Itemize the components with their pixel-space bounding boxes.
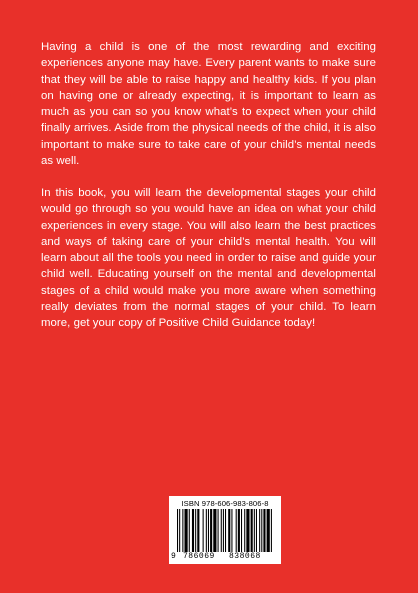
description-paragraph-2: In this book, you will learn the developmental stages your child would go through so you would have an idea on what your child experiences in every stage. You will also learn the best practices and ways of taking care of your child’s mental health. You will learn about all the tools you need in order to raise and guide your child well. Educating yourself on the mental and developmental stages of a child would make you more aware when something really deviates from the normal stages of your child. To learn more, get your copy of Positive Child Guidance today! (41, 187, 376, 330)
barcode-digits (169, 552, 281, 562)
barcode-digit-group-1: 786069 (183, 552, 215, 561)
barcode-bars-icon (177, 509, 273, 552)
barcode-digit-lead: 9 (171, 552, 176, 561)
isbn-barcode (169, 496, 281, 564)
description-paragraph-1: Having a child is one of the most rewarding and exciting experiences anyone may have. Every parent wants to make sure that they will be able to raise happy and healthy kids. If you plan on having one or already expecting, it is important to learn as much as you can so you know what’s to expect when your child finally arrives. Aside from the physical needs of the child, it is also important to make sure to take care of your child’s mental needs as well. (41, 41, 376, 168)
barcode-digit-group-2: 838068 (229, 552, 261, 561)
isbn-label: ISBN 978-606-983-806-8 (181, 499, 269, 508)
